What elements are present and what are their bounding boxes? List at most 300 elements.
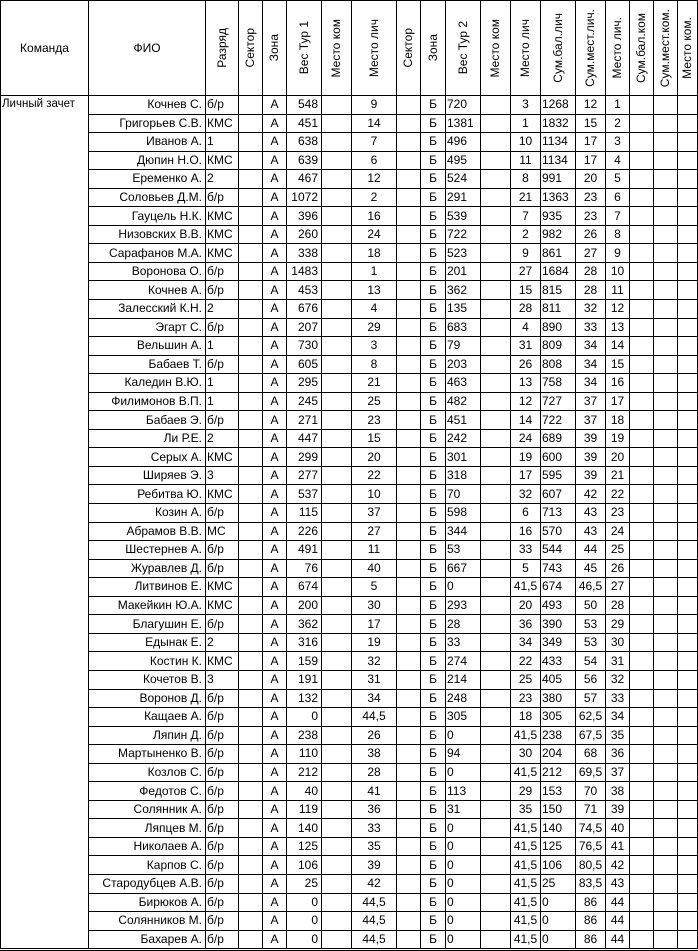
cell-sum-points-personal: 433 [541, 652, 576, 671]
cell-weight-1: 226 [287, 522, 322, 541]
cell-zone-2: Б [421, 541, 446, 560]
cell-team-place-1 [322, 708, 352, 727]
table-row [1, 596, 698, 615]
cell-sum-places-team [654, 429, 678, 448]
cell-name: Карпов С. [89, 856, 206, 875]
cell-team-place-1 [322, 912, 352, 931]
cell-weight-2: 523 [446, 244, 481, 263]
table-row [1, 133, 698, 152]
cell-sum-places-team [654, 300, 678, 319]
cell-personal-place-2: 3 [511, 96, 541, 115]
cell-sum-points-personal: 861 [541, 244, 576, 263]
cell-personal-place-1: 8 [352, 355, 397, 374]
cell-team-place-1 [322, 930, 352, 950]
cell-team [1, 819, 89, 838]
cell-team-place-2 [481, 819, 511, 838]
cell-name: Бирюков А. [89, 893, 206, 912]
cell-rank: 2 [206, 429, 239, 448]
cell-sector-2 [397, 318, 421, 337]
cell-weight-1: 115 [287, 504, 322, 523]
cell-sector-1 [239, 170, 263, 189]
cell-team-place-1 [322, 800, 352, 819]
cell-sum-places-personal: 39 [576, 448, 606, 467]
cell-name: Эгарт С. [89, 318, 206, 337]
cell-zone-1: А [263, 411, 287, 430]
cell-rank: КМС [206, 596, 239, 615]
cell-sum-points-team [630, 392, 654, 411]
cell-sum-points-personal: 204 [541, 745, 576, 764]
cell-place-team [678, 411, 698, 430]
cell-sum-points-personal: 600 [541, 448, 576, 467]
cell-place-personal: 25 [606, 541, 630, 560]
cell-team [1, 151, 89, 170]
cell-personal-place-1: 36 [352, 800, 397, 819]
cell-team-place-2 [481, 114, 511, 133]
cell-sum-points-team [630, 300, 654, 319]
cell-sum-places-personal: 33 [576, 318, 606, 337]
cell-zone-2: Б [421, 300, 446, 319]
cell-name: Низовских В.В. [89, 225, 206, 244]
cell-personal-place-1: 2 [352, 188, 397, 207]
cell-weight-1: 76 [287, 559, 322, 578]
cell-zone-2: Б [421, 225, 446, 244]
cell-sum-points-team [630, 708, 654, 727]
cell-zone-2: Б [421, 689, 446, 708]
cell-personal-place-2: 15 [511, 281, 541, 300]
cell-place-team [678, 596, 698, 615]
cell-team-place-2 [481, 466, 511, 485]
cell-sum-points-team [630, 429, 654, 448]
table-row [1, 170, 698, 189]
cell-sum-points-team [630, 893, 654, 912]
cell-sector-1 [239, 800, 263, 819]
cell-personal-place-1: 18 [352, 244, 397, 263]
cell-sum-points-personal: 811 [541, 300, 576, 319]
cell-place-team [678, 708, 698, 727]
cell-personal-place-1: 11 [352, 541, 397, 560]
cell-sector-2 [397, 281, 421, 300]
cell-personal-place-1: 10 [352, 485, 397, 504]
cell-personal-place-1: 21 [352, 374, 397, 393]
table-row [1, 541, 698, 560]
cell-sector-1 [239, 689, 263, 708]
cell-weight-1: 271 [287, 411, 322, 430]
cell-team-place-1 [322, 559, 352, 578]
cell-sum-points-team [630, 466, 654, 485]
cell-place-personal: 14 [606, 337, 630, 356]
table-row [1, 782, 698, 801]
col-header-personal-place-2: Место лич [511, 1, 541, 96]
cell-personal-place-1: 19 [352, 633, 397, 652]
cell-sector-2 [397, 745, 421, 764]
cell-sum-points-team [630, 522, 654, 541]
cell-place-team [678, 856, 698, 875]
table-row [1, 745, 698, 764]
cell-personal-place-1: 23 [352, 411, 397, 430]
cell-place-team [678, 318, 698, 337]
cell-zone-1: А [263, 689, 287, 708]
cell-weight-2: 0 [446, 874, 481, 893]
cell-place-personal: 21 [606, 466, 630, 485]
table-row [1, 411, 698, 430]
cell-place-team [678, 763, 698, 782]
table-row [1, 485, 698, 504]
cell-sum-places-team [654, 856, 678, 875]
cell-personal-place-1: 41 [352, 782, 397, 801]
cell-sum-places-personal: 53 [576, 615, 606, 634]
cell-name: Воронова О. [89, 262, 206, 281]
cell-team-place-2 [481, 856, 511, 875]
cell-team-place-2 [481, 912, 511, 931]
col-header-weight-1: Вес Тур 1 [287, 1, 322, 96]
cell-name: Каледин В.Ю. [89, 374, 206, 393]
cell-rank: 3 [206, 466, 239, 485]
cell-sum-points-team [630, 448, 654, 467]
cell-sum-points-team [630, 596, 654, 615]
cell-team-place-2 [481, 763, 511, 782]
cell-weight-2: 33 [446, 633, 481, 652]
cell-team-place-1 [322, 726, 352, 745]
cell-sum-points-team [630, 133, 654, 152]
cell-zone-1: А [263, 225, 287, 244]
cell-sum-places-team [654, 578, 678, 597]
cell-name: Ляпин Д. [89, 726, 206, 745]
cell-weight-1: 1072 [287, 188, 322, 207]
cell-team-place-2 [481, 559, 511, 578]
cell-sector-1 [239, 819, 263, 838]
cell-personal-place-1: 12 [352, 170, 397, 189]
cell-place-team [678, 374, 698, 393]
cell-team-place-1 [322, 522, 352, 541]
cell-personal-place-2: 31 [511, 337, 541, 356]
cell-sum-places-personal: 23 [576, 188, 606, 207]
cell-place-team [678, 114, 698, 133]
cell-sum-points-personal: 689 [541, 429, 576, 448]
cell-sum-points-personal: 212 [541, 763, 576, 782]
cell-personal-place-2: 12 [511, 392, 541, 411]
cell-weight-1: 159 [287, 652, 322, 671]
cell-team [1, 374, 89, 393]
cell-weight-1: 638 [287, 133, 322, 152]
cell-sector-2 [397, 559, 421, 578]
cell-weight-2: 495 [446, 151, 481, 170]
cell-weight-2: 496 [446, 133, 481, 152]
cell-team-place-2 [481, 745, 511, 764]
cell-personal-place-2: 27 [511, 262, 541, 281]
cell-sum-places-team [654, 745, 678, 764]
cell-zone-1: А [263, 819, 287, 838]
table-row [1, 96, 698, 115]
cell-rank: б/р [206, 930, 239, 950]
cell-sector-1 [239, 652, 263, 671]
cell-team-place-1 [322, 300, 352, 319]
cell-zone-1: А [263, 207, 287, 226]
cell-place-personal: 39 [606, 800, 630, 819]
cell-place-personal: 22 [606, 485, 630, 504]
cell-team [1, 244, 89, 263]
table-row [1, 522, 698, 541]
cell-sum-places-personal: 34 [576, 374, 606, 393]
cell-team [1, 782, 89, 801]
cell-sum-points-team [630, 244, 654, 263]
cell-team-place-2 [481, 262, 511, 281]
cell-sum-points-personal: 935 [541, 207, 576, 226]
cell-sum-points-personal: 1134 [541, 151, 576, 170]
cell-sum-points-team [630, 837, 654, 856]
col-header-name: ФИО [89, 1, 206, 96]
cell-rank: б/р [206, 355, 239, 374]
table-row [1, 429, 698, 448]
cell-team [1, 893, 89, 912]
cell-team-place-1 [322, 225, 352, 244]
cell-personal-place-2: 14 [511, 411, 541, 430]
table-row [1, 633, 698, 652]
cell-sum-points-personal: 808 [541, 355, 576, 374]
cell-name: Дюпин Н.О. [89, 151, 206, 170]
cell-place-personal: 35 [606, 726, 630, 745]
cell-sector-2 [397, 856, 421, 875]
cell-rank: б/р [206, 819, 239, 838]
cell-place-team [678, 300, 698, 319]
cell-weight-2: 463 [446, 374, 481, 393]
cell-weight-1: 316 [287, 633, 322, 652]
cell-weight-1: 125 [287, 837, 322, 856]
cell-sum-places-team [654, 96, 678, 115]
cell-personal-place-2: 33 [511, 541, 541, 560]
cell-team-place-2 [481, 522, 511, 541]
cell-team [1, 337, 89, 356]
cell-weight-2: 248 [446, 689, 481, 708]
cell-sum-places-personal: 12 [576, 96, 606, 115]
cell-rank: б/р [206, 837, 239, 856]
cell-place-personal: 15 [606, 355, 630, 374]
cell-sector-1 [239, 225, 263, 244]
cell-place-team [678, 874, 698, 893]
cell-team-place-1 [322, 689, 352, 708]
cell-personal-place-1: 27 [352, 522, 397, 541]
cell-rank: б/р [206, 96, 239, 115]
cell-weight-2: 362 [446, 281, 481, 300]
cell-rank: КМС [206, 151, 239, 170]
cell-zone-1: А [263, 837, 287, 856]
cell-sum-points-personal: 815 [541, 281, 576, 300]
cell-sum-places-team [654, 652, 678, 671]
cell-sum-points-personal: 595 [541, 466, 576, 485]
cell-name: Бабаев Т. [89, 355, 206, 374]
cell-sum-places-personal: 67,5 [576, 726, 606, 745]
cell-sum-places-personal: 54 [576, 652, 606, 671]
cell-personal-place-2: 9 [511, 244, 541, 263]
cell-sum-places-personal: 80,5 [576, 856, 606, 875]
cell-weight-2: 293 [446, 596, 481, 615]
cell-name: Солянников М. [89, 912, 206, 931]
cell-weight-2: 291 [446, 188, 481, 207]
cell-place-personal: 36 [606, 745, 630, 764]
cell-weight-2: 598 [446, 504, 481, 523]
cell-name: Литвинов Е. [89, 578, 206, 597]
cell-rank: 1 [206, 337, 239, 356]
cell-personal-place-1: 30 [352, 596, 397, 615]
cell-weight-2: 0 [446, 912, 481, 931]
cell-sum-points-team [630, 819, 654, 838]
cell-zone-1: А [263, 504, 287, 523]
cell-sector-1 [239, 337, 263, 356]
cell-zone-1: А [263, 578, 287, 597]
cell-personal-place-1: 31 [352, 670, 397, 689]
cell-personal-place-1: 44,5 [352, 708, 397, 727]
cell-rank: б/р [206, 559, 239, 578]
cell-sum-places-team [654, 448, 678, 467]
cell-team [1, 300, 89, 319]
cell-zone-2: Б [421, 374, 446, 393]
table-row [1, 912, 698, 931]
cell-place-personal: 11 [606, 281, 630, 300]
cell-sum-places-personal: 68 [576, 745, 606, 764]
cell-rank: б/р [206, 262, 239, 281]
cell-sector-2 [397, 874, 421, 893]
cell-place-personal: 20 [606, 448, 630, 467]
cell-weight-2: 135 [446, 300, 481, 319]
cell-sum-places-team [654, 819, 678, 838]
cell-sector-2 [397, 652, 421, 671]
cell-zone-2: Б [421, 188, 446, 207]
cell-weight-1: 1483 [287, 262, 322, 281]
cell-team-place-1 [322, 615, 352, 634]
cell-sum-points-personal: 349 [541, 633, 576, 652]
cell-team [1, 188, 89, 207]
cell-place-team [678, 466, 698, 485]
cell-team-place-2 [481, 355, 511, 374]
cell-sector-2 [397, 207, 421, 226]
cell-place-personal: 4 [606, 151, 630, 170]
cell-sum-places-team [654, 244, 678, 263]
cell-place-personal: 6 [606, 188, 630, 207]
table-row [1, 281, 698, 300]
cell-personal-place-1: 15 [352, 429, 397, 448]
cell-sum-places-personal: 86 [576, 893, 606, 912]
cell-rank: МС [206, 522, 239, 541]
cell-name: Николаев А. [89, 837, 206, 856]
cell-sum-points-personal: 991 [541, 170, 576, 189]
cell-sector-1 [239, 151, 263, 170]
cell-sum-places-team [654, 133, 678, 152]
cell-place-team [678, 485, 698, 504]
cell-rank: КМС [206, 114, 239, 133]
cell-sum-points-team [630, 670, 654, 689]
cell-sum-places-team [654, 188, 678, 207]
cell-zone-1: А [263, 782, 287, 801]
table-row [1, 244, 698, 263]
cell-team-place-1 [322, 318, 352, 337]
cell-team-place-2 [481, 596, 511, 615]
cell-rank: 2 [206, 300, 239, 319]
table-row [1, 930, 698, 950]
cell-rank: б/р [206, 188, 239, 207]
cell-personal-place-1: 44,5 [352, 893, 397, 912]
cell-sum-points-personal: 674 [541, 578, 576, 597]
table-row [1, 708, 698, 727]
cell-team-place-1 [322, 578, 352, 597]
cell-name: Сарафанов М.А. [89, 244, 206, 263]
cell-sector-1 [239, 504, 263, 523]
cell-weight-2: 79 [446, 337, 481, 356]
cell-team [1, 133, 89, 152]
cell-sum-places-personal: 23 [576, 207, 606, 226]
cell-sector-2 [397, 151, 421, 170]
cell-sum-points-team [630, 726, 654, 745]
cell-sum-points-personal: 1134 [541, 133, 576, 152]
cell-sum-points-team [630, 800, 654, 819]
cell-personal-place-2: 8 [511, 170, 541, 189]
cell-rank: КМС [206, 485, 239, 504]
cell-personal-place-2: 1 [511, 114, 541, 133]
cell-weight-2: 0 [446, 837, 481, 856]
cell-sector-1 [239, 318, 263, 337]
cell-personal-place-1: 44,5 [352, 930, 397, 950]
cell-zone-1: А [263, 188, 287, 207]
cell-team [1, 262, 89, 281]
cell-name: Гауцель Н.К. [89, 207, 206, 226]
cell-place-personal: 2 [606, 114, 630, 133]
cell-team-place-1 [322, 448, 352, 467]
cell-sector-1 [239, 559, 263, 578]
cell-team-place-2 [481, 541, 511, 560]
cell-weight-1: 453 [287, 281, 322, 300]
cell-team-place-1 [322, 819, 352, 838]
cell-place-team [678, 225, 698, 244]
cell-zone-2: Б [421, 429, 446, 448]
cell-team-place-2 [481, 337, 511, 356]
cell-weight-2: 0 [446, 856, 481, 875]
cell-place-personal: 34 [606, 708, 630, 727]
cell-weight-2: 305 [446, 708, 481, 727]
cell-place-team [678, 912, 698, 931]
cell-team-place-2 [481, 207, 511, 226]
cell-personal-place-1: 4 [352, 300, 397, 319]
cell-team-place-1 [322, 207, 352, 226]
cell-zone-2: Б [421, 559, 446, 578]
table-row [1, 578, 698, 597]
cell-personal-place-2: 28 [511, 300, 541, 319]
cell-team-place-2 [481, 670, 511, 689]
col-header-sum-points-team: Сум.бал.ком [630, 1, 654, 96]
cell-name: Серых А. [89, 448, 206, 467]
cell-place-team [678, 207, 698, 226]
cell-zone-1: А [263, 281, 287, 300]
cell-rank: б/р [206, 541, 239, 560]
cell-place-personal: 28 [606, 596, 630, 615]
cell-sum-places-team [654, 633, 678, 652]
cell-sum-points-personal: 890 [541, 318, 576, 337]
cell-zone-2: Б [421, 133, 446, 152]
cell-sector-2 [397, 541, 421, 560]
cell-team-place-1 [322, 893, 352, 912]
cell-rank: б/р [206, 615, 239, 634]
cell-place-personal: 43 [606, 874, 630, 893]
cell-zone-2: Б [421, 578, 446, 597]
cell-place-team [678, 151, 698, 170]
cell-place-personal: 1 [606, 96, 630, 115]
cell-sum-places-personal: 44 [576, 541, 606, 560]
cell-place-team [678, 930, 698, 950]
cell-zone-2: Б [421, 281, 446, 300]
cell-place-personal: 16 [606, 374, 630, 393]
cell-weight-1: 674 [287, 578, 322, 597]
cell-personal-place-1: 16 [352, 207, 397, 226]
cell-team [1, 559, 89, 578]
cell-place-personal: 33 [606, 689, 630, 708]
cell-team [1, 912, 89, 931]
